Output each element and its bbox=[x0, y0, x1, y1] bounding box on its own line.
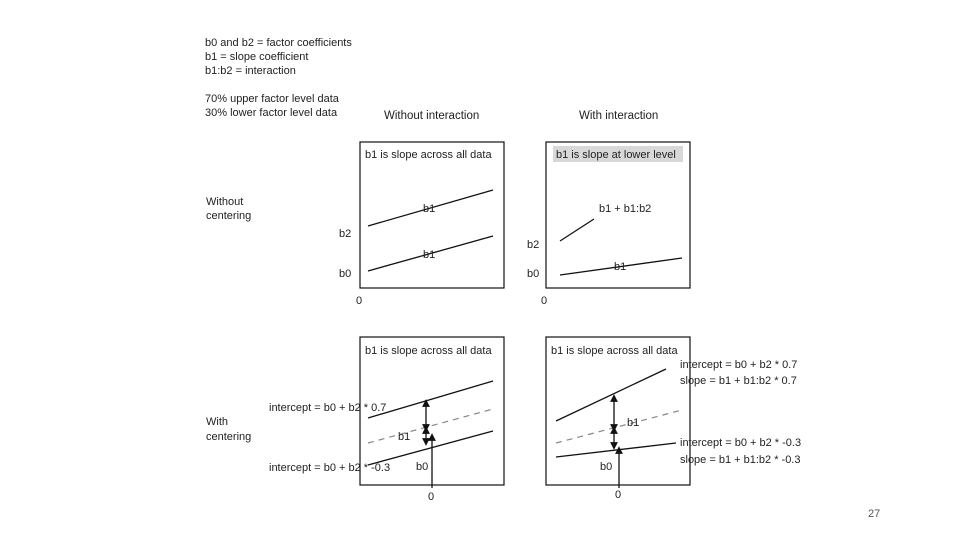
slope-label: b1 bbox=[398, 431, 411, 443]
lower-level-line bbox=[368, 431, 493, 465]
column-header-without-interaction: Without interaction bbox=[384, 110, 480, 122]
legend-slope-coefficient: b1 = slope coefficient bbox=[205, 51, 309, 63]
zero-label: 0 bbox=[356, 295, 363, 307]
centered-mean-line bbox=[556, 410, 682, 443]
lower-slope-label: b1 bbox=[423, 249, 436, 261]
slope-label: b1 bbox=[627, 417, 640, 429]
slide-number: 27 bbox=[868, 508, 881, 520]
intercept-upper-label: intercept = b0 + b2 * 0.7 bbox=[680, 359, 798, 371]
panel-title: b1 is slope at lower level bbox=[556, 149, 676, 161]
centered-mean-line bbox=[368, 409, 493, 443]
panel-no-interaction-no-centering bbox=[339, 142, 504, 307]
b0-axis-label: b0 bbox=[339, 268, 352, 280]
b0-axis-label: b0 bbox=[527, 268, 540, 280]
upper-level-line bbox=[560, 219, 594, 241]
panel-title: b1 is slope across all data bbox=[365, 149, 492, 161]
row-header-with-centering-1: With bbox=[206, 416, 228, 428]
b2-axis-label: b2 bbox=[527, 239, 540, 251]
slope-upper-label: slope = b1 + b1:b2 * 0.7 bbox=[680, 375, 797, 387]
slope-lower-label: slope = b1 + b1:b2 * -0.3 bbox=[680, 454, 801, 466]
b2-axis-label: b2 bbox=[339, 228, 352, 240]
legend-factor-coefficients: b0 and b2 = factor coefficients bbox=[205, 37, 352, 49]
column-header-with-interaction: With interaction bbox=[579, 110, 659, 122]
lower-level-line bbox=[556, 443, 676, 457]
panel-frame bbox=[360, 142, 504, 288]
row-header-with-centering-2: centering bbox=[206, 431, 252, 443]
b0-axis-label: b0 bbox=[416, 461, 429, 473]
zero-label: 0 bbox=[541, 295, 548, 307]
legend-interaction: b1:b2 = interaction bbox=[205, 65, 296, 77]
panel-frame bbox=[546, 337, 690, 485]
panel-interaction-centering bbox=[546, 337, 801, 501]
intercept-lower-label: intercept = b0 + b2 * -0.3 bbox=[680, 437, 802, 449]
zero-label: 0 bbox=[428, 491, 435, 503]
row-header-without-centering-1: Without bbox=[206, 196, 244, 208]
intercept-lower-label: intercept = b0 + b2 * -0.3 bbox=[269, 462, 391, 474]
legend-lower-level: 30% lower factor level data bbox=[205, 107, 338, 119]
panel-title: b1 is slope across all data bbox=[365, 345, 492, 357]
panel-no-interaction-centering bbox=[269, 337, 504, 503]
zero-label: 0 bbox=[615, 489, 622, 501]
upper-level-line bbox=[556, 369, 666, 421]
upper-slope-label: b1 bbox=[423, 203, 436, 215]
panel-interaction-no-centering bbox=[527, 142, 690, 307]
upper-slope-label: b1 + b1:b2 bbox=[599, 203, 652, 215]
legend-upper-level: 70% upper factor level data bbox=[205, 93, 339, 105]
upper-level-line bbox=[368, 381, 493, 418]
b0-axis-label: b0 bbox=[600, 461, 613, 473]
lower-slope-label: b1 bbox=[614, 261, 627, 273]
panel-title: b1 is slope across all data bbox=[551, 345, 678, 357]
row-header-without-centering-2: centering bbox=[206, 210, 252, 222]
intercept-upper-label: intercept = b0 + b2 * 0.7 bbox=[269, 402, 387, 414]
